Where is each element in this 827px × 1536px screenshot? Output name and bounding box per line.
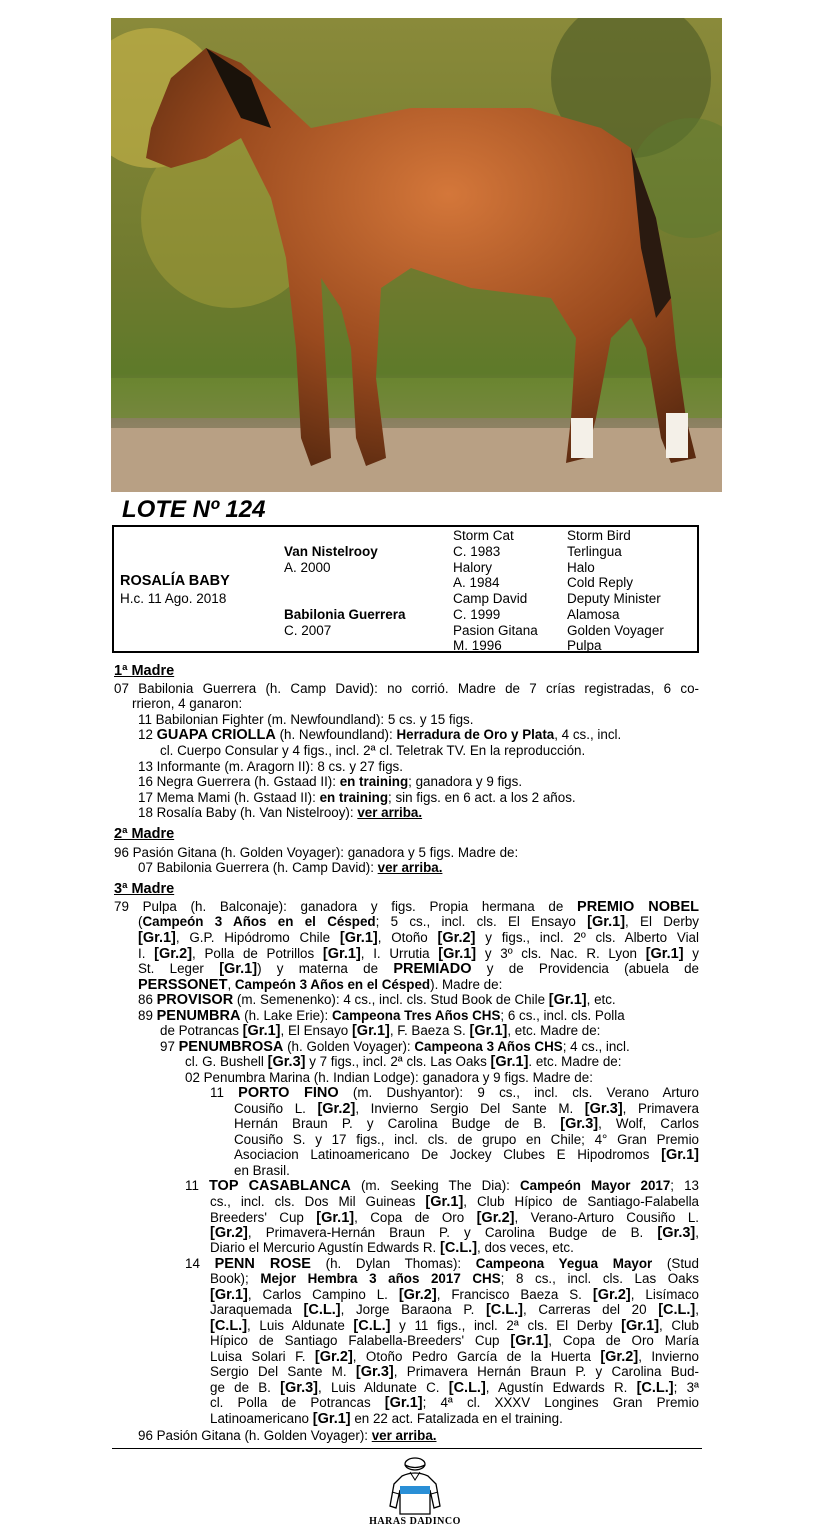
produce-entry-cont: Cousiño L. [Gr.2], Invierno Sergio Del Sante M. [Gr.3], Primavera [234, 1101, 699, 1117]
produce-entry-cont: Diario el Mercurio Agustín Edwards R. [C.L.], dos veces, etc. [210, 1240, 574, 1256]
gen4-name: Alamosa [567, 607, 620, 622]
dam-entry-cont: rrieron, 4 ganaron: [132, 696, 243, 711]
produce-entry-cont: en Brasil. [234, 1163, 290, 1178]
produce-entry: 18 Rosalía Baby (h. Van Nistelrooy): ver arriba. [138, 805, 423, 820]
gen3-name: Storm Cat [453, 528, 514, 543]
produce-entry-cont: ge de B. [Gr.3], Luis Aldunate C. [C.L.], Agustín Edwards R. [C.L.]; 3ª [210, 1380, 699, 1396]
horse-info: H.c. 11 Ago. 2018 [120, 591, 227, 606]
produce-entry-cont: cl. Polla de Potrancas [Gr.1]; 4ª cl. XXXV Longines Gran Premio [210, 1395, 699, 1411]
produce-entry: 97 PENUMBROSA (h. Golden Voyager): Campeona 3 Años CHS; 4 cs., incl. [160, 1039, 630, 1055]
horse-name: ROSALÍA BABY [120, 573, 230, 589]
gen3-info: C. 1983 [453, 544, 501, 559]
produce-entry-cont: Sergio Del Sante M. [Gr.3], Primavera Hernán Braun P. y Carolina Bud- [210, 1364, 699, 1380]
sire-name: Van Nistelrooy [284, 544, 378, 559]
produce-entry: 11 PORTO FINO (m. Dushyantor): 9 cs., incl. cls. Verano Arturo [210, 1085, 699, 1101]
produce-entry: 14 PENN ROSE (h. Dylan Thomas): Campeona Yegua Mayor (Stud [185, 1256, 699, 1272]
produce-entry: 89 PENUMBRA (h. Lake Erie): Campeona Tres Años CHS; 6 cs., incl. cls. Polla [138, 1008, 625, 1024]
logo-text: HARAS DADINCO [369, 1516, 461, 1527]
produce-entry-cont: Hernán Braun P. y Carolina Budge de B. [Gr.3], Wolf, Carlos [234, 1116, 699, 1132]
gen4-name: Deputy Minister [567, 591, 661, 606]
produce-entry: 12 GUAPA CRIOLLA (h. Newfoundland): Herradura de Oro y Plata, 4 cs., incl. [138, 727, 622, 743]
gen3-name: Halory [453, 560, 493, 575]
produce-entry-cont: cl. G. Bushell [Gr.3] y 7 figs., incl. 2ª cls. Las Oaks [Gr.1]. etc. Madre de: [185, 1054, 622, 1070]
produce-entry-cont: cl. Cuerpo Consular y 4 figs., incl. 2ª cl. Teletrak TV. En la reproducción. [160, 743, 586, 758]
dam-entry-cont: PERSSONET, Campeón 3 Años en el Césped). Madre de: [138, 977, 503, 993]
horse-photo [111, 18, 722, 492]
produce-entry: 16 Negra Guerrera (h. Gstaad II): en training; ganadora y 9 figs. [138, 774, 523, 789]
see-above-link: ver arriba. [357, 805, 423, 820]
gen3-info: C. 1999 [453, 607, 501, 622]
produce-entry: 11 TOP CASABLANCA (m. Seeking The Dia): Campeón Mayor 2017; 13 [185, 1178, 699, 1194]
jockey-silks-icon [380, 1456, 450, 1518]
gen4-name: Golden Voyager [567, 623, 664, 638]
horse-image [111, 18, 722, 492]
produce-entry-cont: Breeders' Cup [Gr.1], Copa de Oro [Gr.2], Verano-Arturo Cousiño L. [210, 1210, 699, 1226]
pedigree-table [112, 525, 699, 653]
gen3-name: Camp David [453, 591, 528, 606]
section-heading: 1ª Madre [114, 663, 175, 679]
produce-entry-cont: [C.L.], Luis Aldunate [C.L.] y 11 figs., incl. 2ª cls. El Derby [Gr.1], Club [210, 1318, 699, 1334]
produce-entry-cont: Luisa Solari F. [Gr.2], Otoño Pedro García de la Huerta [Gr.2], Invierno [210, 1349, 699, 1365]
gen3-name: Pasion Gitana [453, 623, 538, 638]
gen3-info: M. 1996 [453, 638, 502, 653]
produce-entry-cont: [Gr.2], Primavera-Hernán Braun P. y Carolina Budge de B. [Gr.3], [210, 1225, 699, 1241]
dam-entry-cont: [Gr.1], G.P. Hipódromo Chile [Gr.1], Otoño [Gr.2] y figs., incl. 2º cls. Alberto Vial [138, 930, 699, 946]
dam-entry-cont: I. [Gr.2], Polla de Potrillos [Gr.1], I. Urrutia [Gr.1] y 3º cls. Nac. R. Lyon [Gr.1] y [138, 946, 699, 962]
produce-entry-cont: Jaraquemada [C.L.], Jorge Baraona P. [C.L.], Carreras del 20 [C.L.], [210, 1302, 699, 1318]
gen4-name: Terlingua [567, 544, 622, 559]
dam-entry-cont: (Campeón 3 Años en el Césped; 5 cs., incl. cls. El Ensayo [Gr.1], El Derby [138, 914, 699, 930]
produce-entry: 13 Informante (m. Aragorn II): 8 cs. y 27 figs. [138, 759, 403, 774]
produce-entry-cont: de Potrancas [Gr.1], El Ensayo [Gr.1], F. Baeza S. [Gr.1], etc. Madre de: [160, 1023, 601, 1039]
dam-name: Babilonia Guerrera [284, 607, 406, 622]
gen3-info: A. 1984 [453, 575, 500, 590]
see-above-link: ver arriba. [371, 1428, 437, 1443]
produce-entry-cont: Latinoamericano [Gr.1] en 22 act. Fatalizada en el training. [210, 1411, 563, 1427]
produce-entry-cont: Cousiño S. y 17 figs., incl. cls. de grupo en Chile; 4° Gran Premio [234, 1132, 699, 1147]
produce-entry-cont: Hípico de Santiago Falabella-Breeders' Cup [Gr.1], Copa de Oro María [210, 1333, 699, 1349]
footer-divider [112, 1448, 702, 1449]
lot-title: LOTE Nº 124 [122, 496, 266, 523]
gen4-name: Pulpa [567, 638, 602, 653]
produce-entry-cont: Book); Mejor Hembra 3 años 2017 CHS; 8 cs., incl. cls. Las Oaks [210, 1271, 699, 1286]
gen4-name: Halo [567, 560, 595, 575]
dam-info: C. 2007 [284, 623, 332, 638]
gen4-name: Storm Bird [567, 528, 631, 543]
dam-entry: 07 Babilonia Guerrera (h. Camp David): no corrió. Madre de 7 crías registradas, 6 co- [114, 681, 699, 696]
produce-entry: 07 Babilonia Guerrera (h. Camp David): ver arriba. [138, 860, 443, 875]
section-heading: 2ª Madre [114, 826, 175, 842]
see-above-link: ver arriba. [377, 860, 443, 875]
produce-entry: 17 Mema Mami (h. Gstaad II): en training; sin figs. en 6 act. a los 2 años. [138, 790, 576, 805]
produce-entry-cont: [Gr.1], Carlos Campino L. [Gr.2], Francisco Baeza S. [Gr.2], Lisímaco [210, 1287, 699, 1303]
dam-entry: 96 Pasión Gitana (h. Golden Voyager): ganadora y 5 figs. Madre de: [114, 845, 519, 860]
produce-entry: 02 Penumbra Marina (h. Indian Lodge): ganadora y 9 figs. Madre de: [185, 1070, 593, 1085]
produce-entry: 96 Pasión Gitana (h. Golden Voyager): ver arriba. [138, 1428, 437, 1443]
dam-entry-cont: St. Leger [Gr.1]) y materna de PREMIADO y de Providencia (abuela de [138, 961, 699, 977]
produce-entry: 11 Babilonian Fighter (m. Newfoundland): 5 cs. y 15 figs. [138, 712, 474, 727]
produce-entry: 86 PROVISOR (m. Semenenko): 4 cs., incl. cls. Stud Book de Chile [Gr.1], etc. [138, 992, 616, 1008]
section-heading: 3ª Madre [114, 881, 175, 897]
sire-info: A. 2000 [284, 560, 331, 575]
gen4-name: Cold Reply [567, 575, 634, 590]
produce-entry-cont: Asociacion Latinoamericano De Jockey Clubes E Hipodromos [Gr.1] [234, 1147, 699, 1163]
dam-entry: 79 Pulpa (h. Balconaje): ganadora y figs. Propia hermana de PREMIO NOBEL [114, 899, 699, 915]
produce-entry-cont: cs., incl. cls. Dos Mil Guineas [Gr.1], Club Hípico de Santiago-Falabella [210, 1194, 699, 1210]
